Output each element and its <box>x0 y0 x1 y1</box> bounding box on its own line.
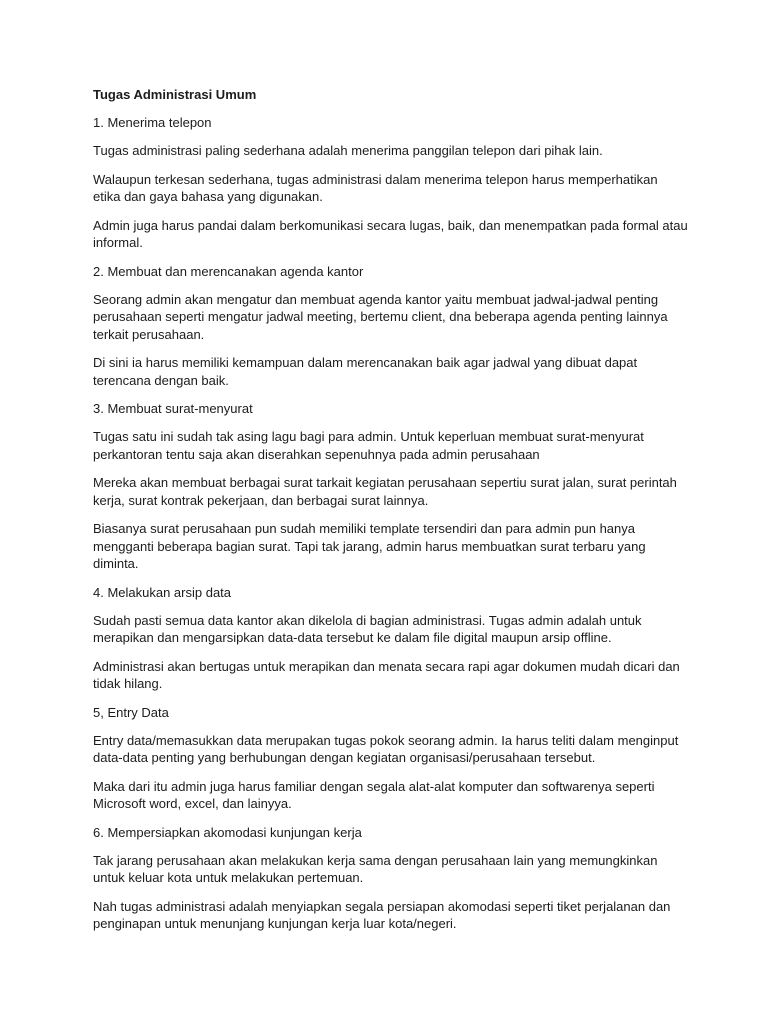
document-title: Tugas Administrasi Umum <box>93 87 257 102</box>
paragraph: Maka dari itu admin juga harus familiar dengan segala alat-alat komputer dan softwarenya seperti Microsoft word, excel, dan lainyya. <box>93 778 655 811</box>
paragraph: Admin juga harus pandai dalam berkomunikasi secara lugas, baik, dan menempatkan pada formal atau informal. <box>93 217 688 250</box>
section-entry-data <box>93 704 688 813</box>
section-heading: 2. Membuat dan merencanakan agenda kantor <box>93 263 364 279</box>
paragraph: Seorang admin akan mengatur dan membuat agenda kantor yaitu membuat jadwal-jadwal penting perusahaan seperti mengatur jadwal meeting, bertemu client, dna beberapa agenda penting lainnya terkait perusahaan. <box>93 291 668 342</box>
paragraph: Mereka akan membuat berbagai surat tarkait kegiatan perusahaan sepertiu surat jalan, surat perintah kerja, surat kontrak pekerjaan, dan berbagai surat lainnya. <box>93 475 677 508</box>
paragraph: Walaupun terkesan sederhana, tugas administrasi dalam menerima telepon harus memperhatikan etika dan gaya bahasa yang digunakan. <box>93 171 658 204</box>
section-heading: 5, Entry Data <box>93 704 169 720</box>
section-arsip-data <box>93 584 688 693</box>
section-surat-menyurat <box>93 400 688 573</box>
paragraph: Entry data/memasukkan data merupakan tugas pokok seorang admin. Ia harus teliti dalam menginput data-data penting yang berhubungan dengan kegiatan organisasi/perusahaan tersebut. <box>93 732 679 765</box>
paragraph: Biasanya surat perusahaan pun sudah memiliki template tersendiri dan para admin pun hanya mengganti beberapa bagian surat. Tapi tak jarang, admin harus membuatkan surat terbaru yang diminta. <box>93 521 646 571</box>
paragraph: Nah tugas administrasi adalah menyiapkan segala persiapan akomodasi seperti tiket perjalanan dan penginapan untuk menunjang kunjungan kerja luar kota/negeri. <box>93 898 671 931</box>
section-heading: 1. Menerima telepon <box>93 115 212 130</box>
paragraph: Di sini ia harus memiliki kemampuan dalam merencanakan baik agar jadwal yang dibuat dapat terencana dengan baik. <box>93 355 638 388</box>
section-akomodasi-kunjungan <box>93 824 688 933</box>
section-agenda-kantor <box>93 263 688 390</box>
section-heading: 4. Melakukan arsip data <box>93 584 232 600</box>
paragraph: Administrasi akan bertugas untuk merapikan dan menata secara rapi agar dokumen mudah dicari dan tidak hilang. <box>93 658 680 691</box>
paragraph: Sudah pasti semua data kantor akan dikelola di bagian administrasi. Tugas admin adalah untuk merapikan dan mengarsipkan data-data tersebut ke dalam file digital maupun arsip offline. <box>93 612 642 645</box>
section-heading: 6. Mempersiapkan akomodasi kunjungan kerja <box>93 824 362 840</box>
paragraph: Tugas administrasi paling sederhana adalah menerima panggilan telepon dari pihak lain. <box>93 143 603 158</box>
paragraph: Tak jarang perusahaan akan melakukan kerja sama dengan perusahaan lain yang memungkinkan untuk keluar kota untuk melakukan pertemuan. <box>93 852 658 885</box>
section-heading: 3. Membuat surat-menyurat <box>93 401 253 416</box>
paragraph: Tugas satu ini sudah tak asing lagu bagi para admin. Untuk keperluan membuat surat-menyurat perkantoran tentu saja akan diserahkan sepenuhnya pada admin perusahaan <box>93 429 644 462</box>
section-menerima-telepon <box>93 114 688 252</box>
